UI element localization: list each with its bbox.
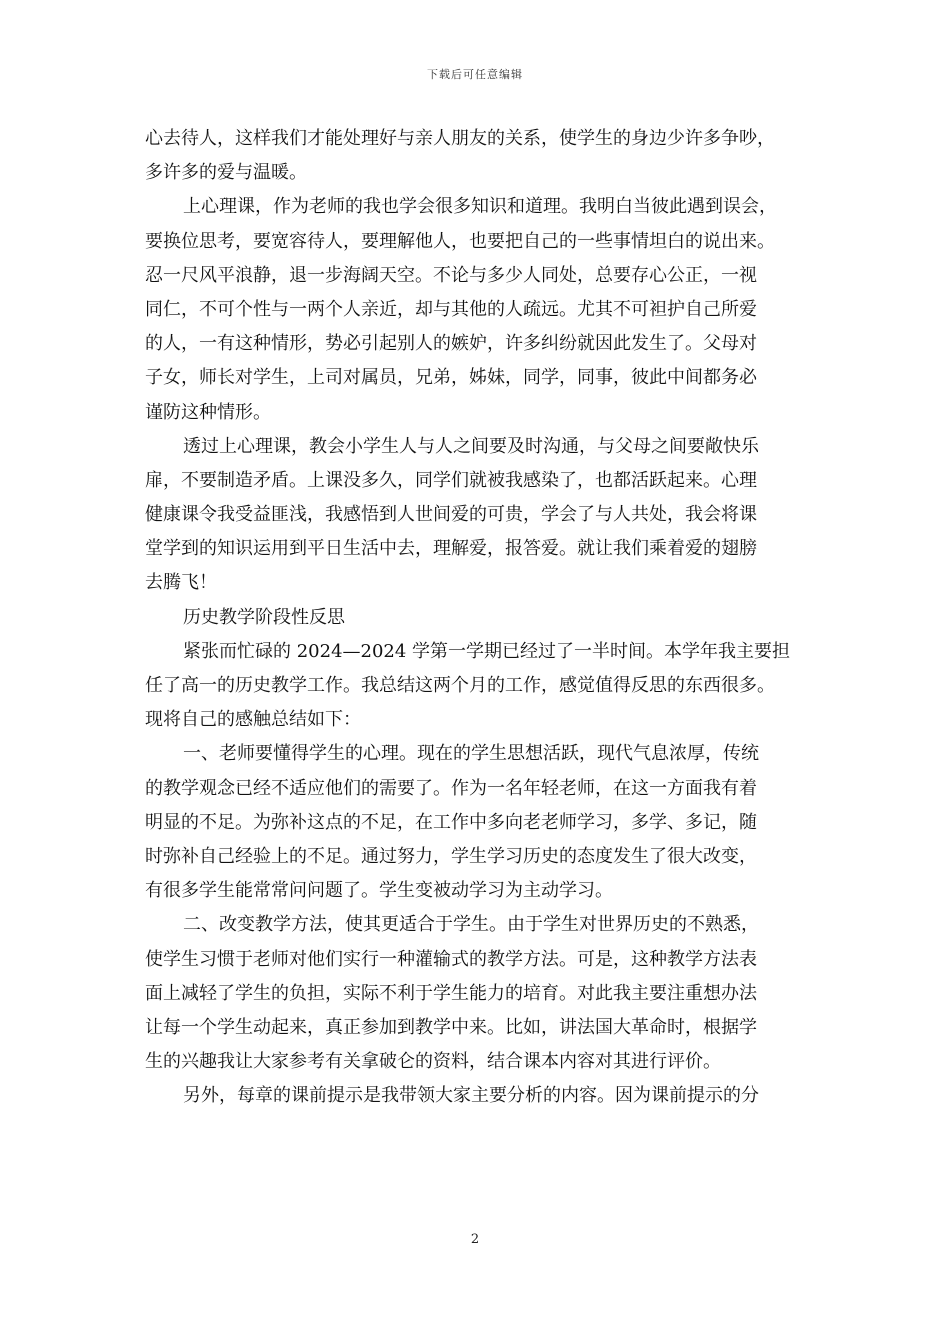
text-line: 的教学观念已经不适应他们的需要了。作为一名年轻老师，在这一方面我有着 xyxy=(145,777,757,799)
text-line: 同仁，不可个性与一两个人亲近，却与其他的人疏远。尤其不可袒护自己所爱 xyxy=(145,298,757,320)
text-line: 忍一尺风平浪静，退一步海阔天空。不论与多少人同处，总要存心公正，一视 xyxy=(145,264,757,286)
text-line: 去腾飞！ xyxy=(145,572,217,594)
text-line: 要换位思考，要宽容待人，要理解他人，也要把自己的一些事情坦白的说出来。 xyxy=(145,230,775,252)
text-line: 历史教学阶段性反思 xyxy=(183,606,345,628)
text-line: 的人，一有这种情形，势必引起别人的嫉妒，许多纠纷就因此发生了。父母对 xyxy=(145,333,757,355)
text-line: 时弥补自己经验上的不足。通过努力，学生学习历史的态度发生了很大改变， xyxy=(145,845,757,867)
page-header: 下载后可任意编辑 xyxy=(427,68,523,81)
text-line: 扉，不要制造矛盾。上课没多久，同学们就被我感染了，也都活跃起来。心理 xyxy=(145,469,757,491)
text-line: 有很多学生能常常问问题了。学生变被动学习为主动学习。 xyxy=(145,880,613,902)
text-line: 健康课令我受益匪浅，我感悟到人世间爱的可贵，学会了与人共处，我会将课 xyxy=(145,504,757,526)
text-line: 透过上心理课，教会小学生人与人之间要及时沟通，与父母之间要敞快乐 xyxy=(183,435,759,457)
page-number: 2 xyxy=(470,1232,480,1247)
text-line: 另外，每章的课前提示是我带领大家主要分析的内容。因为课前提示的分 xyxy=(183,1085,759,1107)
text-line: 谨防这种情形。 xyxy=(145,401,271,423)
text-line: 任了高一的历史教学工作。我总结这两个月的工作，感觉值得反思的东西很多。 xyxy=(145,675,775,696)
text-line: 多许多的爱与温暖。 xyxy=(145,162,307,184)
text-line: 堂学到的知识运用到平日生活中去，理解爱，报答爱。就让我们乘着爱的翅膀 xyxy=(145,538,757,560)
text-line: 生的兴趣我让大家参考有关拿破仑的资料，结合课本内容对其进行评价。 xyxy=(145,1051,721,1073)
text-line: 子女，师长对学生，上司对属员，兄弟，姊妹，同学，同事，彼此中间都务必 xyxy=(145,367,757,389)
text-line: 明显的不足。为弥补这点的不足，在工作中多向老老师学习，多学、多记，随 xyxy=(145,811,757,833)
text-line: 心去待人，这样我们才能处理好与亲人朋友的关系，使学生的身边少许多争吵， xyxy=(145,128,775,149)
text-line: 让每一个学生动起来，真正参加到教学中来。比如，讲法国大革命时，根据学 xyxy=(145,1016,757,1038)
text-line: 现将自己的感触总结如下： xyxy=(145,709,361,731)
text-line: 上心理课，作为老师的我也学会很多知识和道理。我明白当彼此遇到误会， xyxy=(183,196,777,218)
text-line: 面上减轻了学生的负担，实际不利于学生能力的培育。对此我主要注重想办法 xyxy=(145,982,757,1004)
text-line: 一、老师要懂得学生的心理。现在的学生思想活跃，现代气息浓厚，传统 xyxy=(183,743,759,765)
text-line: 二、改变教学方法，使其更适合于学生。由于学生对世界历史的不熟悉， xyxy=(183,914,759,936)
text-line: 紧张而忙碌的 2024—2024 学第一学期已经过了一半时间。本学年我主要担 xyxy=(183,640,791,662)
document-body xyxy=(145,122,810,1113)
text-line: 使学生习惯于老师对他们实行一种灌输式的教学方法。可是，这种教学方法表 xyxy=(145,948,757,970)
